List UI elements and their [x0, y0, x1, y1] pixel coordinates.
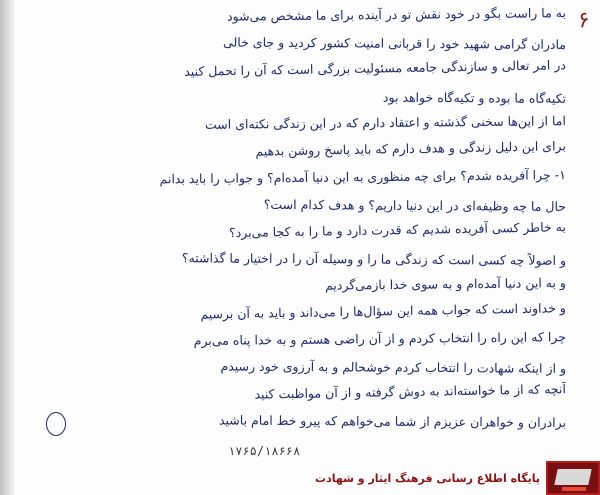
text-line: تکیه‌گاه ما بوده و تکیه‌گاه خواهد بود: [382, 89, 567, 106]
text-line: برای این دلیل زندگی و هدف دارم که باید پاسخ روشن بدهیم: [255, 138, 566, 159]
text-line: ۱- چرا آفریده شدم؟ برای چه منظوری به این دنیا آمده‌ام؟ و جواب را باید بدانم: [159, 167, 567, 187]
circle-mark-icon: [46, 412, 66, 436]
text-line: چرا که این راه را انتخاب کردم و از آن راضی هستم و به خدا پناه می‌برم: [193, 329, 567, 349]
page-shadow-edge: [0, 0, 14, 495]
text-line: و اصولاً چه کسی است که زندگی ما را و وسیله آن را در اختیار ما گذاشته؟: [181, 250, 567, 268]
text-line: اما از این‌ها سخنی گذشته و اعتقاد دارم که در این زندگی نکته‌ای است: [204, 113, 567, 132]
text-line: حال ما چه وظیفه‌ای در این دنیا داریم؟ و هدف کدام است؟: [263, 196, 567, 214]
watermark: [309, 461, 600, 495]
text-line: آنچه که از ما خواسته‌اند به دوش گرفته و از آن مواظبت کنید: [254, 381, 566, 402]
page-number: ۶: [576, 7, 592, 34]
navideshahed-logo-icon: [546, 461, 600, 495]
text-line: و به این دنیا آمده‌ام و به سوی خدا بازمی‌گردیم: [324, 275, 567, 293]
text-line: در امر تعالی و سازندگی جامعه مسئولیت بزرگی است که آن را تحمل کنید: [184, 57, 566, 79]
text-line: و خداوند است که جواب همه این سؤال‌ها را می‌داند و باید به آن برسیم: [200, 300, 566, 322]
handwritten-text-block: [18, 5, 567, 440]
text-line: مادران گرامی شهید خود را قربانی امنیت کشور کردید و جای خالی: [223, 34, 567, 52]
text-line: و از اینکه شهادت را انتخاب کردم خوشحالم و به آرزوی خود رسیدم: [220, 358, 567, 376]
text-line: برادران و خواهران عزیزم از شما می‌خواهم که پیرو خط امام باشید: [218, 412, 567, 430]
text-line: به ما راست بگو در خود نقش تو در آینده برای ما مشخص می‌شود: [226, 5, 567, 24]
watermark-text: پایگاه اطلاع رسانی فرهنگ ایثار و شهادت: [315, 471, 540, 485]
archive-code: ۱۷۶۵/۱۸۶۶۸: [228, 444, 301, 458]
text-line: به خاطر کسی آفریده شدیم که قدرت دارد و ما را به کجا می‌برد؟: [228, 219, 566, 241]
